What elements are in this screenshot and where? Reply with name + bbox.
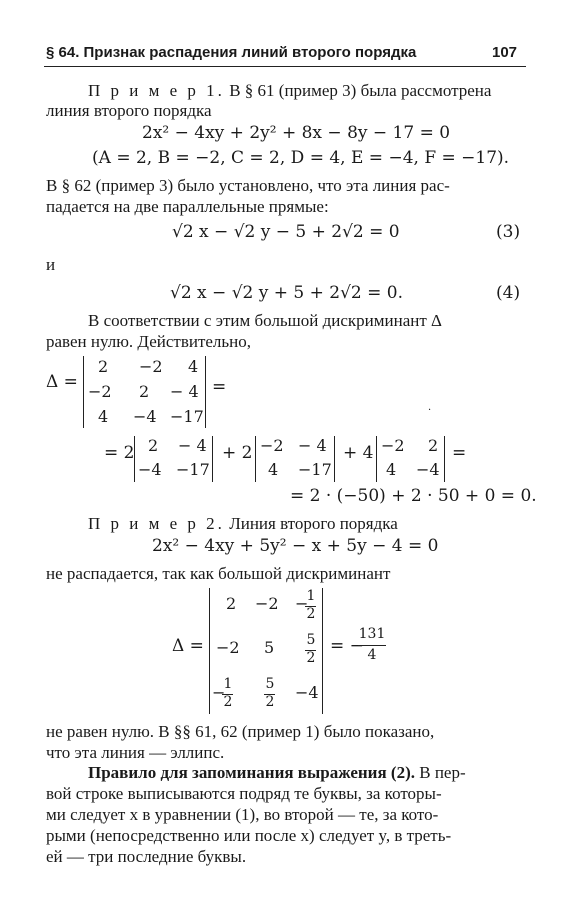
det3-cell: −2 (88, 382, 112, 401)
ex1-para2-line2: равен нулю. Действительно, (46, 332, 252, 351)
ex2-label: П р и м е р 2. (88, 514, 225, 533)
minor3-cell: −2 (381, 436, 405, 455)
rule-line3: ми следует x в уравнении (1), во второй — те, за кото- (46, 805, 439, 824)
det-big-frac-den: 2 (265, 694, 275, 710)
ex2-equation: 2x² − 4xy + 5y² − x + 5y − 4 = 0 (152, 536, 439, 556)
minor1-left-bar (134, 436, 135, 482)
header-rule (44, 66, 526, 67)
plus-four: + 4 (343, 443, 374, 463)
equation-tag-3: (3) (496, 222, 521, 242)
ex1-equation: 2x² − 4xy + 2y² + 8x − 8y − 17 = 0 (142, 123, 451, 143)
det-big-frac-num: 5 (306, 632, 316, 648)
page-number: 107 (492, 44, 518, 61)
line-equation-4: √2 x − √2 y + 5 + 2√2 = 0. (170, 283, 404, 303)
delta-symbol-1: Δ = (46, 372, 78, 392)
ex2-para2-line2: что эта линия — эллипс. (46, 743, 225, 762)
minor2-cell: 4 (268, 460, 279, 479)
minor2-right-bar (334, 436, 335, 482)
minor1-cell: − 4 (178, 436, 207, 455)
minor1-cell: 2 (148, 436, 159, 455)
ex1-label: П р и м е р 1. (88, 81, 225, 100)
ex1-para1-line1: В § 62 (пример 3) было установлено, что эта линия рас- (46, 176, 450, 195)
det3-cell: −4 (133, 407, 157, 426)
plus-two: + 2 (222, 443, 253, 463)
det-big-cell: −2 (216, 638, 240, 657)
ex1-coefficients: (A = 2, B = −2, C = 2, D = 4, E = −4, F = −17). (92, 148, 510, 168)
rule-line2: вой строке выписываются подряд те буквы, за которы- (46, 784, 442, 803)
ex1-line2: линия второго порядка (46, 101, 212, 120)
minor2-left-bar (255, 436, 256, 482)
det3-cell: −2 (139, 357, 163, 376)
rule-line4: рыми (непосредственно или после x) следует y, в треть- (46, 826, 452, 845)
ex1-para1-line2: падается на две параллельные прямые: (46, 197, 329, 216)
equation-tag-4: (4) (496, 283, 521, 303)
det-big-cell: −2 (255, 594, 279, 613)
minor2-cell: −2 (260, 436, 284, 455)
ex1-line1 (88, 80, 491, 101)
det-big-minus: − (212, 683, 226, 702)
det-big-right-bar (322, 588, 323, 714)
det-big-cell: 2 (226, 594, 237, 613)
det3-cell: 4 (98, 407, 109, 426)
conjunction: и (46, 255, 56, 274)
det-big-frac-num: 5 (265, 676, 275, 692)
ex2-line1 (88, 513, 398, 534)
det3-cell: − 4 (170, 382, 199, 401)
det-big-cell: −4 (295, 683, 319, 702)
rule-line5: ей — три последние буквы. (46, 847, 247, 866)
det3-cell: 2 (139, 382, 150, 401)
ex2-para1: не распадается, так как большой дискриминант (46, 564, 391, 583)
det-big-frac-num: 1 (223, 676, 233, 692)
ex1-para2-line1: В соответствии с этим большой дискриминант Δ (88, 311, 442, 330)
expansion-result: = 2 · (−50) + 2 · 50 + 0 = 0. (290, 486, 537, 506)
line-equation-3: √2 x − √2 y − 5 + 2√2 = 0 (172, 222, 400, 242)
det3-cell: 2 (98, 357, 109, 376)
fraction-bar (358, 645, 386, 646)
minor2-cell: −17 (298, 460, 332, 479)
det-big-result-num: 131 (358, 626, 386, 642)
stray-dot: · (428, 405, 432, 416)
minor3-cell: 4 (386, 460, 397, 479)
det-big-frac-num: 1 (306, 588, 316, 604)
det-big-frac-den: 2 (306, 606, 316, 622)
delta-symbol-2: Δ = (172, 636, 204, 656)
det-big-result-prefix: = − (330, 636, 364, 656)
minor1-right-bar (212, 436, 213, 482)
det-big-frac-den: 2 (306, 650, 316, 666)
expansion-prefix: = 2 (104, 443, 135, 463)
minor3-right-bar (444, 436, 445, 482)
minor3-equals: = (452, 443, 467, 463)
rule-line1-text: В пер- (419, 763, 466, 782)
det3-equals: = (212, 377, 227, 397)
ex2-line1-text: Линия второго порядка (229, 514, 398, 533)
minor1-cell: −4 (138, 460, 162, 479)
det-big-left-bar (209, 588, 210, 714)
minor3-cell: −4 (416, 460, 440, 479)
ex1-line1-text: В § 61 (пример 3) была рассмотрена (229, 81, 492, 100)
det3-right-bar (205, 356, 206, 428)
det-big-cell: 5 (264, 638, 275, 657)
running-header: § 64. Признак распадения линий второго порядка (46, 44, 417, 61)
minor3-left-bar (376, 436, 377, 482)
minor2-cell: − 4 (298, 436, 327, 455)
rule-title: Правило для запоминания выражения (2). (88, 763, 415, 782)
det-big-frac-den: 2 (223, 694, 233, 710)
minor3-cell: 2 (428, 436, 439, 455)
ex2-para2-line1: не равен нулю. В §§ 61, 62 (пример 1) было показано, (46, 722, 435, 741)
det-big-result-den: 4 (367, 647, 377, 663)
rule-line1 (88, 762, 466, 783)
det3-cell: 4 (188, 357, 199, 376)
det-big-minus: − (295, 594, 309, 613)
minor1-cell: −17 (176, 460, 210, 479)
det3-left-bar (83, 356, 84, 428)
det3-cell: −17 (170, 407, 204, 426)
